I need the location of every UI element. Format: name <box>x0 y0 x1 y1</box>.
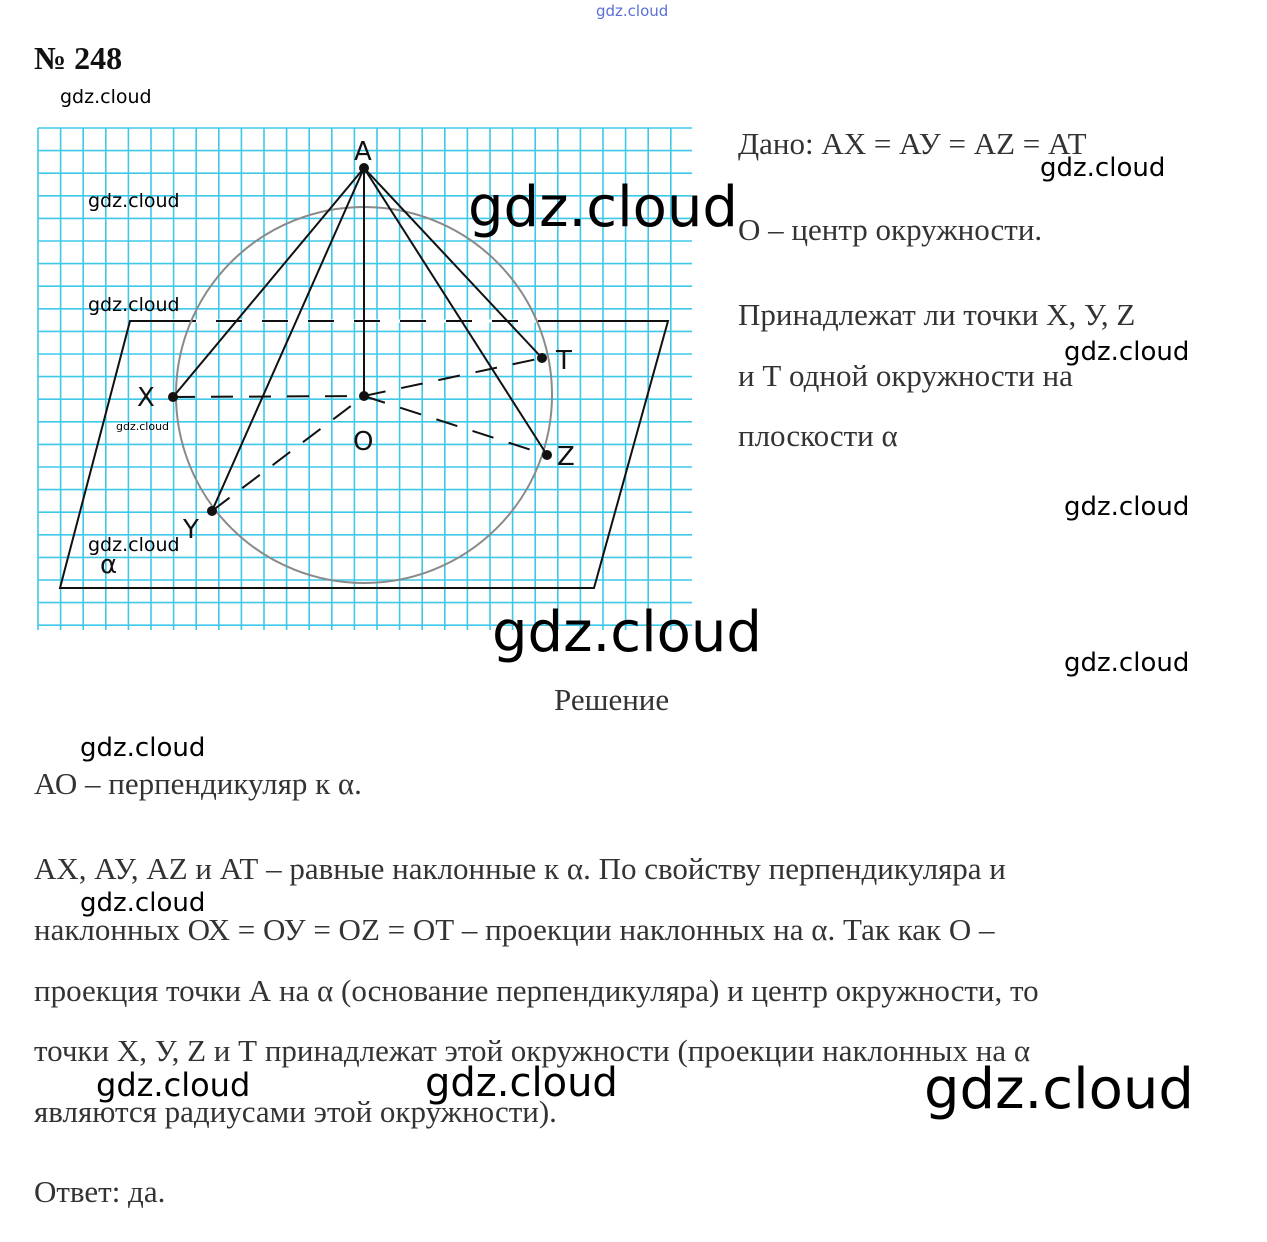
watermark: gdz.cloud <box>425 1060 618 1106</box>
solution-line-1: АХ, АУ, AZ и АТ – равные наклонные к α. По свойству перпендикуляра и <box>34 851 1006 886</box>
point-t <box>537 353 547 363</box>
solution-line-5: являются радиусами этой окружности). <box>34 1094 557 1129</box>
watermark: gdz.cloud <box>1064 648 1190 678</box>
label-a: A <box>354 137 372 167</box>
projection-oy <box>212 396 364 511</box>
solution-line-4: точки X, У, Z и Т принадлежат этой окружности (проекции наклонных на α <box>34 1033 1031 1068</box>
problem-number: № 248 <box>34 40 123 76</box>
label-z: Z <box>557 442 575 472</box>
watermark: gdz.cloud <box>88 534 180 556</box>
watermark: gdz.cloud <box>60 86 152 108</box>
point-z <box>542 450 552 460</box>
site-watermark-top: gdz.cloud <box>596 2 669 20</box>
label-y: Y <box>183 515 199 545</box>
question-line-2: и Т одной окружности на <box>738 358 1073 393</box>
point-o <box>359 391 369 401</box>
label-t: T <box>556 346 572 376</box>
watermark: gdz.cloud <box>80 733 206 763</box>
watermark-large: gdz.cloud <box>492 600 762 665</box>
solution-paragraph-1: АО – перпендикуляр к α. <box>34 766 362 801</box>
solution-line-2: наклонных ОХ = ОУ = OZ = ОТ – проекции наклонных на α. Так как О – <box>34 912 995 947</box>
watermark-large: gdz.cloud <box>924 1057 1194 1122</box>
label-x: X <box>137 383 155 413</box>
point-x <box>168 392 178 402</box>
answer: Ответ: да. <box>34 1174 166 1209</box>
projection-ox <box>173 396 364 397</box>
label-alpha: α <box>100 550 118 580</box>
given-line-1: Дано: АХ = АУ = AZ = АТ <box>738 126 1087 161</box>
projection-oz <box>364 396 547 455</box>
segment-ax <box>173 168 364 397</box>
watermark: gdz.cloud <box>116 420 170 433</box>
watermark: gdz.cloud <box>88 190 180 212</box>
label-o: O <box>353 427 374 457</box>
question-line-3: плоскости α <box>738 418 898 453</box>
solution-heading: Решение <box>554 682 670 717</box>
watermark: gdz.cloud <box>88 294 180 316</box>
watermark-large: gdz.cloud <box>468 175 738 240</box>
given-line-2: О – центр окружности. <box>738 212 1043 247</box>
segment-ay <box>212 168 364 511</box>
watermark: gdz.cloud <box>96 1066 251 1104</box>
watermark: gdz.cloud <box>80 888 206 918</box>
watermark: gdz.cloud <box>1064 492 1190 522</box>
watermark: gdz.cloud <box>1040 153 1166 183</box>
question-line-1: Принадлежат ли точки X, У, Z <box>738 297 1136 332</box>
watermark: gdz.cloud <box>1064 337 1190 367</box>
solution-line-3: проекция точки А на α (основание перпендикуляра) и центр окружности, то <box>34 973 1039 1008</box>
point-y <box>207 506 217 516</box>
